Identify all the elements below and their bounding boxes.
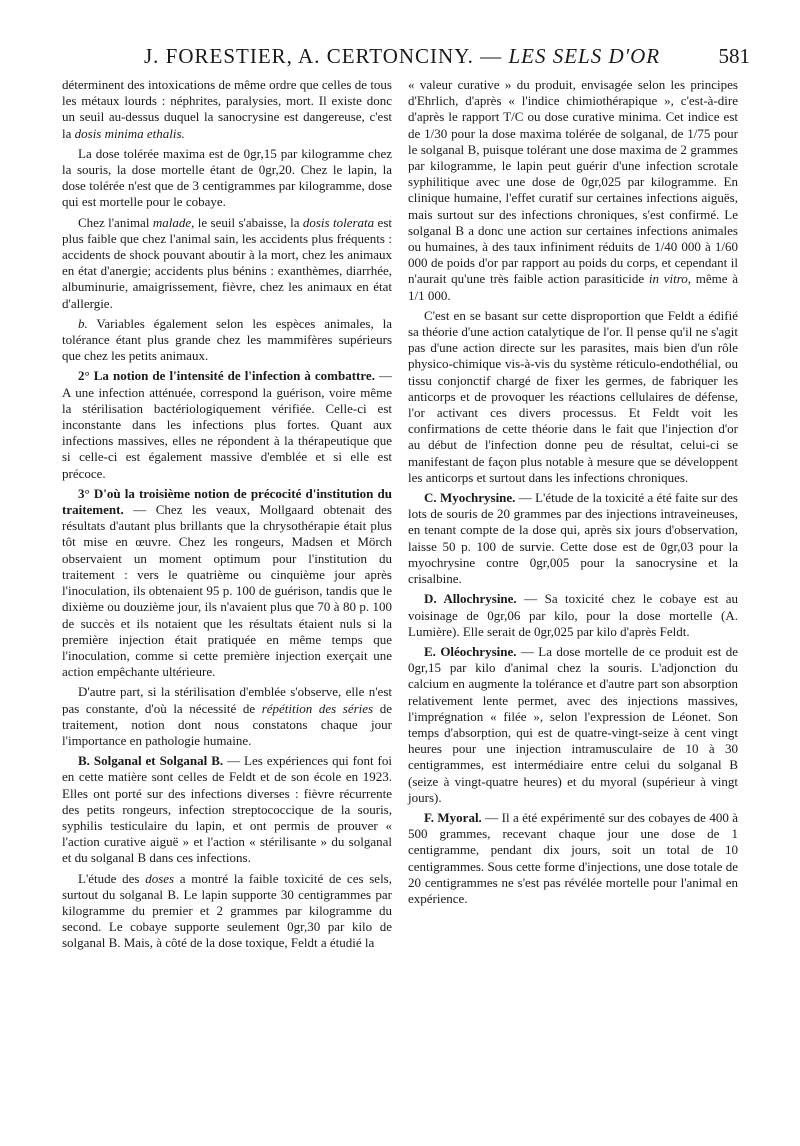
paragraph <box>408 591 738 640</box>
text: — Chez les veaux, Mollgaard obtenait des résultats d'autant plus brillants que la chrysothérapie était plus tôt mise en œuvre. Chez les rongeurs, Madsen et Mörch observaient un moment optimum pour l'institution du traitement : vers le quatrième ou cinquième jour après l'inoculation, ils obtenaient 95 p. 100 de guérison, tandis que le dixième ou douzième jour, ils n'avaient plus que 70 à 80 p. 100 de succès et ils notaient que les résultats étaient nuls si la première injection était pratiquée en même temps que l'inoculation, comme si cette première injection exerçait une action empêchante ultérieure. <box>62 502 392 680</box>
section-heading: B. Solganal et Solganal B. <box>78 753 224 769</box>
text: — La dose mortelle de ce produit est de 0gr,15 par kilo d'animal chez la souris. L'adjonction du calcium en augmente la tolérance et d'autre part son absorption relativement lente permet, avec des injections massives, l'imprégnation « filée », selon l'expression de Léonet. Son temps d'absorption, qui est de quatre-vingt-seize à cent vingt heures pour une injection intramusculaire de 10 à 30 centigrammes, est intermédiaire entre celui du solganal B (seize à vingt-quatre heures) et du myoral (supérieur à vingt jours). <box>408 643 739 805</box>
italic-text: malade, <box>152 214 195 230</box>
section-heading: C. Myochrysine. <box>424 490 516 506</box>
text: — Sa toxicité chez le cobaye est au voisinage de 0gr,06 par kilo, pour la dose mortelle (A. Lumière). Elle serait de 0gr,025 par kilo d'après Feldt. <box>408 591 738 639</box>
fraction: T/C <box>503 109 524 125</box>
paragraph <box>62 368 392 481</box>
italic-text: répétition des séries <box>261 700 374 716</box>
italic-text: doses <box>145 870 175 886</box>
text: — Il a été expérimenté sur des cobayes de 400 à 500 grammes, recevant chaque jour une dose de 1 centigramme, pendant dix jours, soit un total de 10 centigrammes. Sous cette forme d'injections, une dose totale de 20 centigrammes ne s'est pas révélée mortelle pour l'animal en expérience. <box>408 809 739 906</box>
right-column <box>408 77 738 911</box>
paragraph <box>62 77 392 142</box>
paragraph <box>408 490 738 587</box>
text: même à 1/1 000. <box>408 271 738 303</box>
text: de traitement, notion dont nous constatons chaque jour l'importance en pathologie humaine. <box>62 700 392 748</box>
text: D'autre part, si la stérilisation d'emblée s'observe, elle n'est pas constante, d'où la nécessité de <box>62 684 392 716</box>
running-title <box>144 44 660 69</box>
left-column <box>62 77 392 956</box>
text: le seuil s'abaisse, la <box>194 214 303 230</box>
paragraph <box>62 215 392 312</box>
text: ou dose curative minima. Cet indice est de 1/30 pour la dose maxima tolérée de solganal, de 1/75 pour le solganal B, puisque tolérant une dose maxima de 2 grammes par kilogramme, le lapin peut guérir d'une infection scrotale syphilitique avec une dose de 0gr,025 par kilogramme. En clinique humaine, l'effet curatif sur certaines infections aiguës, mais surtout sur des infections chroniques, s'est confirmé. Le solganal B a donc une action sur certaines infections animales ou humaines, à des taux infiniment réduits de 1/40 000 à 1/60 000 de poids d'or par rapport au poids du corps, et cependant il n'aurait qu'une très faible action parasiticide <box>408 109 738 287</box>
italic-text: b. <box>78 315 88 331</box>
text: est plus faible que chez l'animal sain, les accidents plus fréquents : accidents de shock pouvant aboutir à la mort, chez les animaux en état d'anergie; accidents plus bénins : exanthèmes, diarrhée, albuminurie, amaigrissement, fièvre, chez les animaux en état d'allergie. <box>62 214 392 311</box>
running-title-authors: J. FORESTIER, A. CERTONCINY. — <box>144 44 509 68</box>
paragraph <box>62 684 392 749</box>
paragraph <box>62 316 392 365</box>
section-heading: D. Allochrysine. <box>424 591 517 607</box>
paragraph <box>62 871 392 952</box>
page-number: 581 <box>718 44 750 68</box>
running-header <box>60 38 750 70</box>
text: — L'étude de la toxicité a été faite sur des lots de souris de 20 grammes par des injections intraveineuses, en tenant compte de la dose qui, après six jours d'observation, laisse 50 p. 100 de survie. Cette dose est de 0gr,03 pour la myochrysine contre 0gr,005 pour la sanocrysine et la crisalbine. <box>408 490 738 587</box>
section-heading: E. Oléochrysine. <box>424 643 517 659</box>
paragraph <box>408 810 738 907</box>
section-heading: F. Myoral. <box>424 809 482 825</box>
text: Chez l'animal <box>78 214 153 230</box>
text: déterminent des intoxications de même ordre que celles de tous les métaux lourds : néphrites, paralysies, mort. Il existe donc un seuil au-dessus duquel la sanocrysine est dangereuse, c'est la <box>62 77 392 141</box>
paragraph <box>62 753 392 866</box>
text: — A une infection atténuée, correspond la guérison, voire même la stérilisation bactériologiquement vérifiée. Celle-ci est inconstante dans les infections plus fortes. Quant aux infections massives, elles ne répondent à la thérapeutique que si celle-ci est également massive d'emblée et si elle est précoce. <box>62 368 392 481</box>
text: — Les expériences qui font foi en cette matière sont celles de Feldt et de son école en 1923. Elles ont porté sur des infections diverses : fièvre récurrente des petits rongeurs, infection streptococcique de la souris, syphilis testiculaire du lapin, et ont permis de prouver « l'action curative aiguë » et l'action « stérilisante » du solganal et du solganal B dans ces infections. <box>62 753 392 866</box>
text: L'étude des <box>78 870 146 886</box>
running-title-subject: LES SELS D'OR <box>508 44 661 68</box>
text: « valeur curative » du produit, envisagée selon les principes d'Ehrlich, d'après « l'indice chimiothérapique », c'est-à-dire d'après le rapport <box>408 77 738 125</box>
paragraph <box>62 486 392 680</box>
text: a montré la faible toxicité de ces sels, surtout du solganal B. Le lapin supporte 30 centigrammes par kilogramme du premier et 2 grammes par kilogramme du second. Le cobaye supporte seulement 0gr,30 par kilo de solganal B. Mais, à côté de la dose toxique, Feldt a étudié la <box>62 870 392 951</box>
italic-text: in vitro, <box>648 271 692 287</box>
italic-text: dosis minima ethalis. <box>74 125 185 141</box>
paragraph: La dose tolérée maxima est de 0gr,15 par kilogramme chez la souris, la dose mortelle étant de 0gr,20. Chez le lapin, la dose tolérée n'est que de 3 centigrammes par kilogramme, dose qui est mortelle pour le cobaye. <box>62 145 392 210</box>
section-heading: 3° D'où la troisième notion de précocité d'institution du traitement. <box>62 485 392 518</box>
text: Variables également selon les espèces animales, la tolérance étant plus grande chez les mammifères supérieurs que chez les petits animaux. <box>62 315 392 364</box>
paragraph: C'est en se basant sur cette disproportion que Feldt a édifié sa théorie d'une action catalytique de l'or. Il pense qu'il ne s'agit pas d'une action directe sur les parasites, mais bien d'un rôle physico-chimique vis-à-vis du système réticulo-endothélial, ou tissu conjonctif chargé de fixer les germes, de fabriquer les anticorps et de provoquer les réactions cellulaires de défense, l'or activant ces divers processus. Et Feldt voit les confirmations de cette théorie dans le fait que l'injection d'or au début de l'infection donne peu de résultat, celui-ci se manifestant de façon plus notable à mesure que se développent les anticorps et surtout dans les infections chroniques. <box>408 307 738 485</box>
section-heading: 2° La notion de l'intensité de l'infection à combattre. <box>78 368 375 384</box>
italic-text: dosis tolerata <box>302 214 375 230</box>
paragraph <box>408 77 738 304</box>
paragraph <box>408 644 738 806</box>
